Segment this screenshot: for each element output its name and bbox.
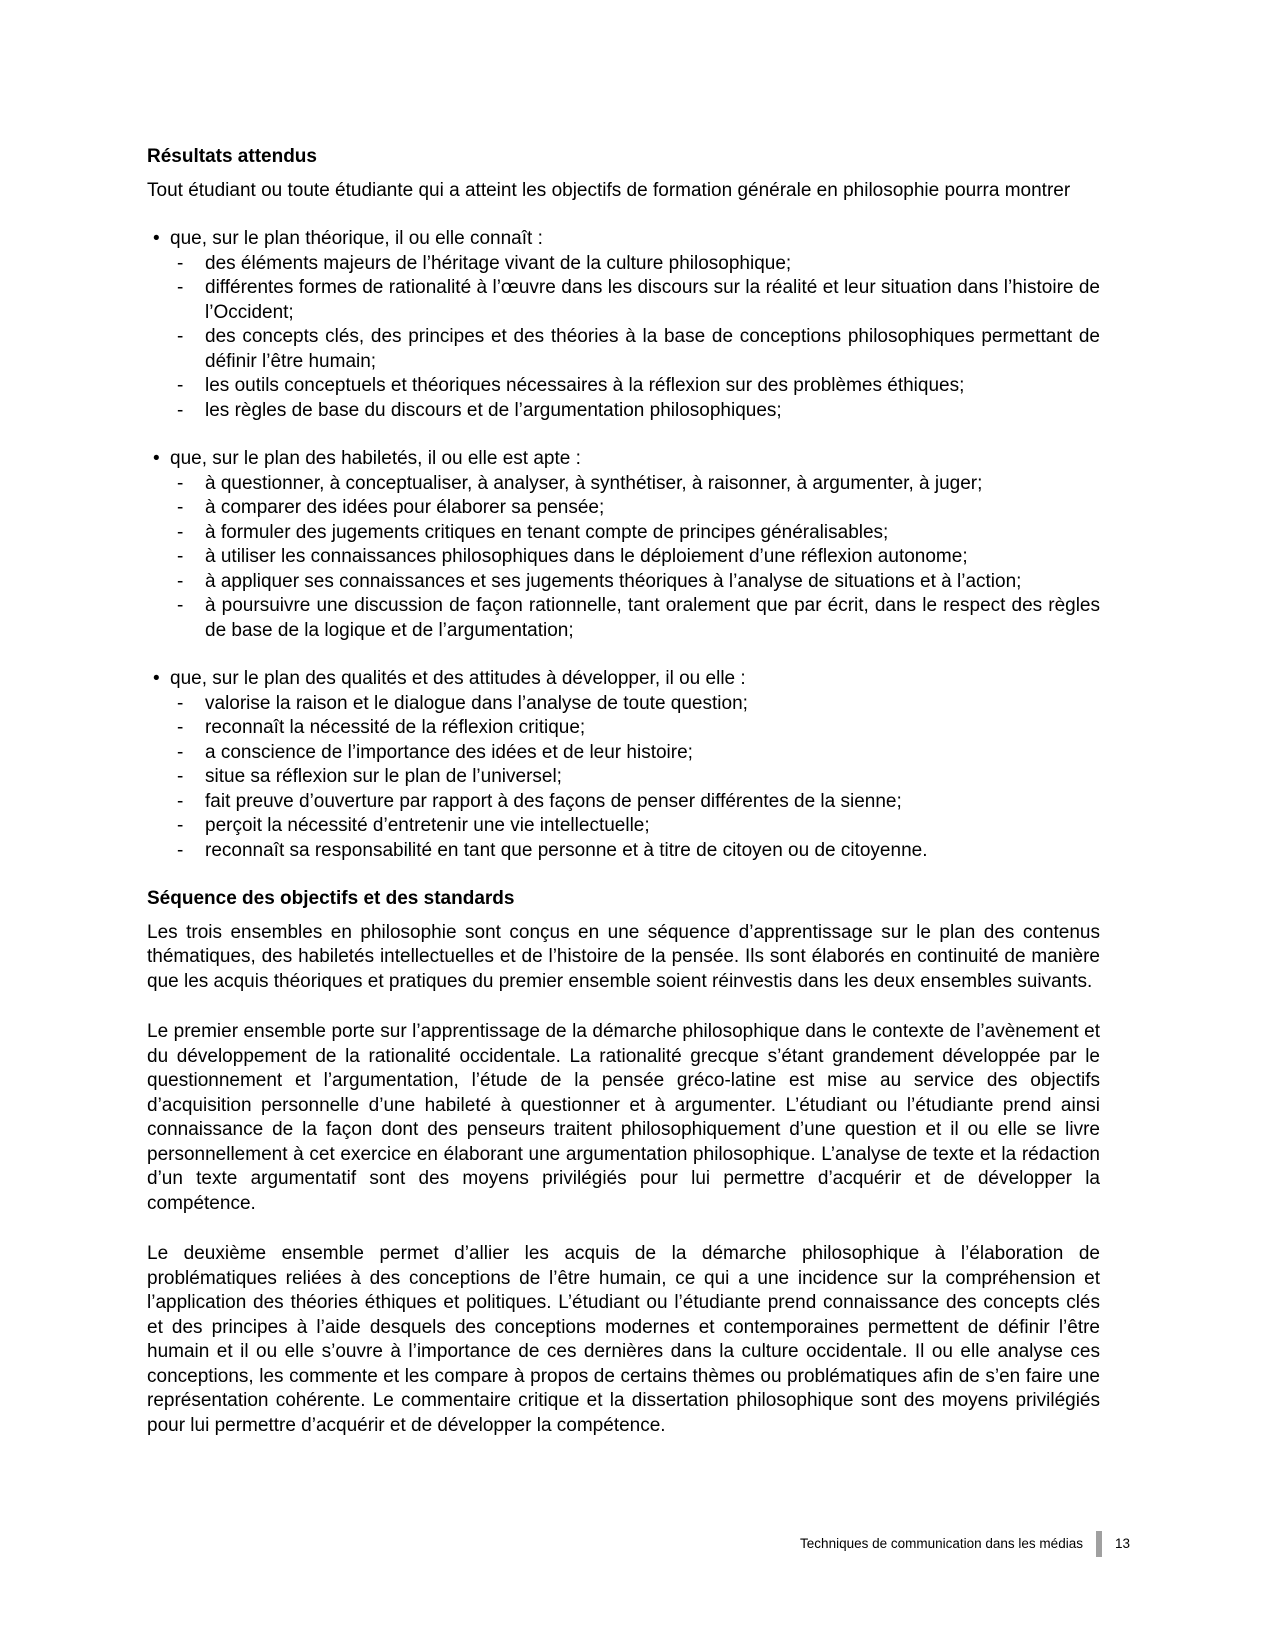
document-content: [147, 145, 1100, 1464]
dash-marker: -: [177, 717, 184, 738]
list-item-text: perçoit la nécessité d’entretenir une vie intellectuelle;: [205, 815, 650, 836]
list-item-text: a conscience de l’importance des idées et de leur histoire;: [205, 741, 693, 763]
bullet-group-lead: [147, 447, 1100, 472]
list-item: [177, 716, 1100, 741]
dash-marker: -: [177, 815, 184, 836]
bullet-marker: •: [153, 228, 160, 249]
dash-marker: -: [177, 570, 184, 592]
list-item: [177, 399, 1100, 424]
list-item-text: à questionner, à conceptualiser, à analyser, à synthétiser, à raisonner, à argumenter, à juger;: [205, 472, 983, 494]
list-item-text: les règles de base du discours et de l’argumentation philosophiques;: [205, 399, 782, 421]
list-item-text: à formuler des jugements critiques en tenant compte de principes généralisables;: [205, 521, 889, 543]
list-item: [177, 374, 1100, 399]
list-item-text: situe sa réflexion sur le plan de l’universel;: [205, 766, 562, 787]
list-item-text: valorise la raison et le dialogue dans l’analyse de toute question;: [205, 692, 748, 714]
paragraph: Le deuxième ensemble permet d’allier les acquis de la démarche philosophique à l’élaboration de problématiques reliées à des conceptions de l’être humain, ce qui a une incidence sur la compréhension et l’application des théories éthiques et politiques. L’étudiant ou l’étudiante prend connaissance des concepts clés et des principes à l’aide desquels des conceptions modernes et contemporaines permettent de définir l’être humain et il ou elle s’ouvre à l’importance de ces dernières dans la culture occidentale. Il ou elle analyse ces conceptions, les commente et les compare à propos de certains thèmes ou problématiques afin de s’en faire une représentation cohérente. Le commentaire critique et la dissertation philosophique sont des moyens privilégiés pour lui permettre d’acquérir et de développer la compétence.: [147, 1243, 1100, 1436]
paragraph: Les trois ensembles en philosophie sont conçus en une séquence d’apprentissage sur le plan des contenus thématiques, des habiletés intellectuelles et de l’histoire de la pensée. Ils sont élaborés en continuité de manière que les acquis théoriques et pratiques du premier ensemble soient réinvestis dans les deux ensembles suivants.: [147, 921, 1100, 992]
list-item-text: à appliquer ses connaissances et ses jugements théoriques à l’analyse de situations et à l’action;: [205, 570, 1022, 592]
list-item: [177, 252, 1100, 277]
dash-marker: -: [177, 692, 184, 714]
list-item: [177, 741, 1100, 766]
results-intro: Tout étudiant ou toute étudiante qui a atteint les objectifs de formation générale en philosophie pourra montrer: [147, 179, 1071, 201]
page-footer: [0, 1531, 1130, 1557]
dash-marker: -: [177, 546, 184, 567]
list-item-text: différentes formes de rationalité à l’œuvre dans les discours sur la réalité et leur situation dans l’histoire de l’Occident;: [205, 277, 1100, 323]
results-heading: Résultats attendus: [147, 146, 317, 167]
list-item-text: à comparer des idées pour élaborer sa pensée;: [205, 497, 605, 518]
footer-label: Techniques de communication dans les médias: [800, 1536, 1083, 1551]
list-item: [177, 276, 1100, 325]
sequence-heading: Séquence des objectifs et des standards: [147, 888, 515, 909]
list-item: [177, 765, 1100, 790]
list-item: [177, 325, 1100, 374]
dash-marker: -: [177, 521, 184, 543]
dash-marker: -: [177, 326, 184, 347]
list-item: [177, 814, 1100, 839]
dash-marker: -: [177, 497, 184, 518]
bullet-group-theorique: [147, 227, 1100, 423]
list-item-text: reconnaît la nécessité de la réflexion critique;: [205, 717, 586, 738]
list-item-text: fait preuve d’ouverture par rapport à des façons de penser différentes de la sienne;: [205, 790, 902, 812]
dash-marker: -: [177, 277, 184, 298]
dash-marker: -: [177, 472, 184, 494]
bullet-lead-text: que, sur le plan théorique, il ou elle connaît :: [170, 228, 543, 249]
list-item: [177, 496, 1100, 521]
bullet-group-qualites: [147, 667, 1100, 863]
bullet-lead-text: que, sur le plan des habiletés, il ou elle est apte :: [170, 448, 581, 469]
dash-marker: -: [177, 252, 184, 274]
footer-page-number: 13: [1114, 1536, 1130, 1551]
dash-marker: -: [177, 766, 184, 787]
list-item: [177, 594, 1100, 643]
list-item-text: des éléments majeurs de l’héritage vivant de la culture philosophique;: [205, 252, 792, 274]
list-item: [177, 570, 1100, 595]
list-item-text: reconnaît sa responsabilité en tant que personne et à titre de citoyen ou de citoyenne.: [205, 839, 928, 861]
list-item: [177, 472, 1100, 497]
bullet-marker: •: [153, 668, 160, 689]
paragraph: Le premier ensemble porte sur l’apprentissage de la démarche philosophique dans le contexte de l’avènement et du développement de la rationalité occidentale. La rationalité grecque s’étant grandement développée par le questionnement et l’argumentation, l’étude de la pensée gréco-latine est mise au service des objectifs d’acquisition personnelle d’une habileté à questionner et à argumenter. L’étudiant ou l’étudiante prend ainsi connaissance de la façon dont des penseurs traitent philosophiquement d’une question et il ou elle se livre personnellement à cet exercice en élaborant une argumentation philosophique. L’analyse de texte et la rédaction d’un texte argumentatif sont des moyens privilégiés pour lui permettre d’acquérir et de développer la compétence.: [147, 1021, 1100, 1214]
list-item: [177, 521, 1100, 546]
dash-marker: -: [177, 839, 184, 861]
list-item: [177, 692, 1100, 717]
list-item: [177, 839, 1100, 864]
list-item-text: à poursuivre une discussion de façon rationnelle, tant oralement que par écrit, dans le respect des règles de base de la logique et de l’argumentation;: [205, 595, 1100, 641]
dash-marker: -: [177, 790, 184, 812]
bullet-group-lead: [147, 667, 1100, 692]
dash-marker: -: [177, 595, 184, 616]
list-item-text: à utiliser les connaissances philosophiques dans le déploiement d’une réflexion autonome;: [205, 546, 968, 567]
bullet-group-habiletes: [147, 447, 1100, 643]
bullet-group-lead: [147, 227, 1100, 252]
dash-marker: -: [177, 399, 184, 421]
list-item: [177, 790, 1100, 815]
dash-marker: -: [177, 375, 184, 396]
list-item-text: des concepts clés, des principes et des théories à la base de conceptions philosophiques permettant de définir l’être humain;: [205, 326, 1100, 372]
bullet-marker: •: [153, 448, 160, 469]
list-item-text: les outils conceptuels et théoriques nécessaires à la réflexion sur des problèmes éthiques;: [205, 375, 965, 396]
footer-divider: [1096, 1531, 1102, 1557]
dash-marker: -: [177, 741, 184, 763]
list-item: [177, 545, 1100, 570]
bullet-lead-text: que, sur le plan des qualités et des attitudes à développer, il ou elle :: [170, 668, 746, 689]
